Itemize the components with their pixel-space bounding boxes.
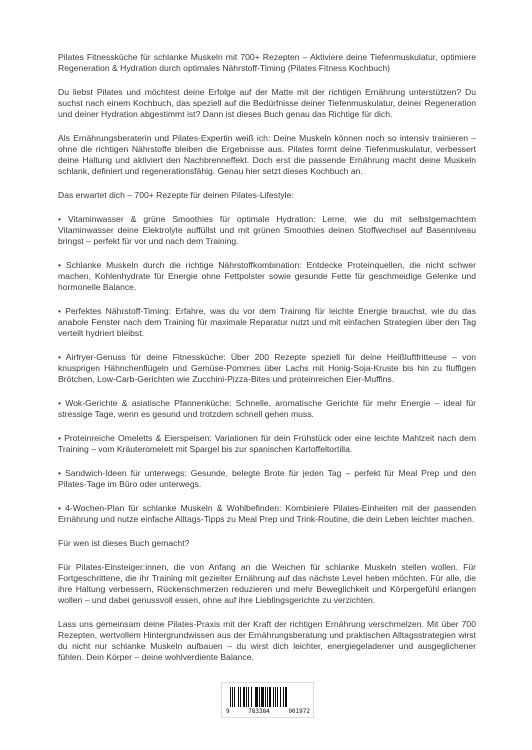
feature-item-nutrients: • Schlanke Muskeln durch die richtige Nährstoffkombination: Entdecke Proteinquellen, die nicht schwer machen, Kohlenhydrate für Energie ohne Fettpolster sowie gesunde Fette für geschmeidige Gelenke und hormonelle Balance. bbox=[58, 260, 476, 292]
barcode-digit-group: 9 bbox=[226, 708, 230, 715]
barcode-digit-group: 783384 bbox=[248, 708, 270, 715]
audience-heading: Für wen ist dieses Buch gemacht? bbox=[58, 538, 190, 548]
isbn-barcode bbox=[221, 682, 314, 718]
book-subtitle: Pilates Fitnessküche für schlanke Muskeln mit 700+ Rezepten – Aktiviere deine Tiefenmuskulatur, optimiere Regeneration & Hydration durch optimales Nährstoff-Timing (Pilates Fitness Kochbuch) bbox=[58, 52, 476, 73]
barcode-bar bbox=[287, 687, 288, 707]
intro-paragraph: Du liebst Pilates und möchtest deine Erfolge auf der Matte mit der richtigen Ernährung unterstützen? Du suchst nach einem Kochbuch, das speziell auf die Bedürfnisse deiner Tiefenmuskulatur, deiner Regeneration und deiner Hydration abgestimmt ist? Dann ist dieses Buch genau das Richtige für dich. bbox=[58, 87, 476, 119]
feature-item-airfryer: • Airfryer-Genuss für deine Fitnessküche: Über 200 Rezepte speziell für deine Heißluftfritteuse – von knusprigen Hähnchenflügeln und Gemüse-Pommes über Lachs mit Honig-Soja-Kruste bis hin zu fluffigen Brötchen, Low-Carb-Gerichten wie Zucchini-Pizza-Bites und proteinreichen Eier-Muffins. bbox=[58, 352, 476, 384]
author-paragraph: Als Ernährungsberaterin und Pilates-Expertin weiß ich: Deine Muskeln können noch so intensiv trainieren – ohne die richtigen Nährstoffe bleiben die Ergebnisse aus. Pilates formt deine Tiefenmuskulatur, verbessert deine Haltung und aktiviert den Nachbrenneffekt. Doch erst die passende Ernährung macht deine Muskeln schlank, definiert und regenerationsfähig. Genau hier setzt dieses Kochbuch an. bbox=[58, 133, 476, 176]
features-heading: Das erwartet dich – 700+ Rezepte für deinen Pilates-Lifestyle: bbox=[58, 190, 294, 200]
feature-item-plan: • 4-Wochen-Plan für schlanke Muskeln & Wohlbefinden: Kombiniere Pilates-Einheiten mit der passenden Ernährung und nutze einfache Alltags-Tipps zu Meal Prep und Trink-Routine, die dein Leben leichter machen. bbox=[58, 503, 476, 524]
audience-paragraph: Für Pilates-Einsteiger:innen, die von Anfang an die Weichen für schlanke Muskeln stellen wollen. Für Fortgeschrittene, die ihr Training mit gezielter Ernährung auf das nächste Level heben möchten. Für alle, die ihre Haltung verbessern, Rückenschmerzen reduzieren und mehr Beweglichkeit und Körpergefühl erlangen wollen – und dabei genussvoll essen, ohne auf ihre Lieblingsgerichte zu verzichten. bbox=[58, 562, 476, 605]
feature-item-omelets: • Proteinreiche Omeletts & Eierspeisen: Variationen für dein Frühstück oder eine leichte Mahlzeit nach dem Training – vom Kräuteromelett mit Spargel bis zur spanischen Kartoffeltortilla. bbox=[58, 433, 476, 454]
feature-item-timing: • Perfektes Nährstoff-Timing: Erfahre, was du vor dem Training für leichte Energie brauchst, wie du das anabole Fenster nach dem Training für maximale Reparatur nutzt und mit einfachen Strategien über den Tag verteilt hydriert bleibst. bbox=[58, 306, 476, 338]
feature-item-sandwich: • Sandwich-Ideen für unterwegs: Gesunde, belegte Brote für jeden Tag – perfekt für Meal Prep und den Pilates-Tage im Büro oder unterwegs. bbox=[58, 468, 476, 489]
closing-paragraph: Lass uns gemeinsam deine Pilates-Praxis mit der Kraft der richtigen Ernährung verschmelzen. Mit über 700 Rezepten, wertvollem Hintergrundwissen aus der Ernährungsberatung und praktischen Alltagsstrategien wirst du nicht nur schlanke Muskeln aufbauen – du wirst dich leichter, energiegeladener und ausgeglichener fühlen. Dein Körper – deine wohlverdiente Balance. bbox=[58, 619, 476, 662]
feature-item-hydration: • Vitaminwasser & grüne Smoothies für optimale Hydration: Lerne, wie du mit selbstgemachtem Vitaminwasser deine Elektrolyte auffüllst und mit grünen Smoothies deinen Stoffwechsel auf Basenniveau bringst – perfekt für vor und nach dem Training. bbox=[58, 214, 476, 246]
back-cover-text bbox=[58, 52, 476, 676]
feature-item-wok: • Wok-Gerichte & asiatische Pfannenküche: Schnelle, aromatische Gerichte für mehr Energie – ideal für stressige Tage, wenn es gesund und trotzdem schnell gehen muss. bbox=[58, 398, 476, 419]
barcode-bars bbox=[230, 687, 305, 707]
barcode-digits bbox=[226, 708, 310, 715]
barcode-digit-group: 901972 bbox=[288, 708, 310, 715]
